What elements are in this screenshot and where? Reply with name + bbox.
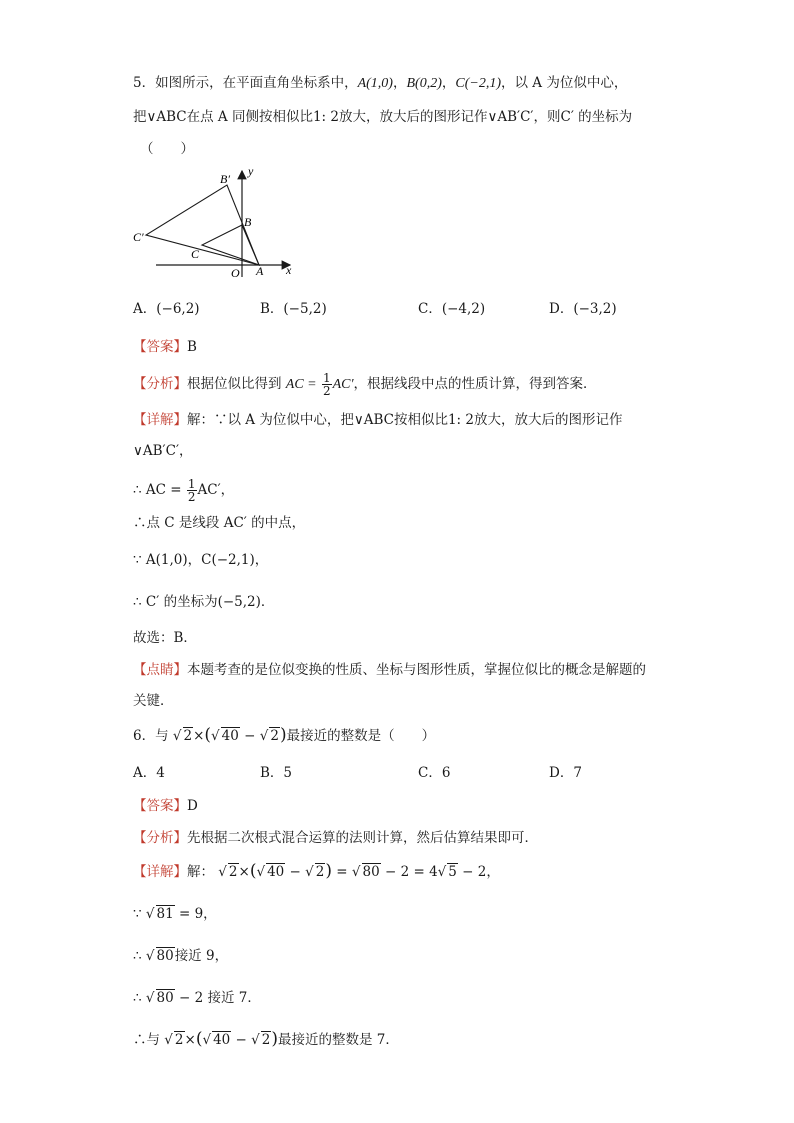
q5-answer: 【答案】B bbox=[133, 339, 197, 355]
q5-detail-line5: ∵ A(1,0)，C(−2,1)， bbox=[133, 552, 269, 568]
q6-detail-line5: ∴与 √ 2×(√ 40 − √ 2)最接近的整数是 7． bbox=[133, 1029, 399, 1049]
q5-option-c[interactable]: C．(−4,2) bbox=[418, 301, 486, 317]
q6-stem: 6．与 √ 2×(√ 40 − √ 2)最接近的整数是（ ） bbox=[133, 725, 436, 745]
q6-option-a[interactable]: A．4 bbox=[133, 765, 165, 781]
q5-coordinate-figure bbox=[132, 163, 302, 283]
q6-option-b[interactable]: B．5 bbox=[260, 765, 293, 781]
q5-option-b[interactable]: B．(−5,2) bbox=[260, 301, 327, 317]
q5-analysis: 【分析】根据位似比得到 AC = $\frac{1}{2}$ AC′，根据线段中点的性质计算，得到答案． bbox=[133, 371, 597, 398]
q5-option-a[interactable]: A．(−6,2) bbox=[133, 301, 200, 317]
q5-comment-line2: 关键． bbox=[133, 693, 174, 709]
q5-comment-line1: 【点睛】本题考查的是位似变换的性质、坐标与图形性质，掌握位似比的概念是解题的 bbox=[133, 662, 646, 678]
q5-detail-line1: 【详解】解：∵以 A 为位似中心，把∨ABC按相似比1: 2放大，放大后的图形记作 bbox=[133, 412, 623, 428]
q5-detail-line3: ∴ AC = $\frac{1}{2}$ AC′， bbox=[133, 477, 235, 504]
label-Cprime: C′ bbox=[133, 230, 144, 244]
fraction-one-half-2: $\frac{1}{2}$ bbox=[187, 477, 196, 504]
q6-detail-line4: ∴ √ 80 − 2 接近 7． bbox=[133, 990, 261, 1006]
label-C: C bbox=[191, 247, 200, 261]
label-O: O bbox=[231, 266, 240, 280]
q6-detail-line3: ∴ √ 80接近 9， bbox=[133, 948, 229, 964]
q5-answer-blank: （ ） bbox=[140, 141, 194, 157]
q5-stem-line1: 5．如图所示，在平面直角坐标系中，A(1,0)，B(0,2)，C(−2,1)，以 A 为位似中心， bbox=[133, 75, 628, 91]
label-Bprime: B′ bbox=[220, 172, 230, 186]
q5-option-d[interactable]: D．(−3,2) bbox=[549, 301, 617, 317]
q6-detail-line2: ∵ √ 81 = 9， bbox=[133, 906, 217, 922]
label-B: B bbox=[244, 215, 252, 229]
q5-detail-line4: ∴点 C 是线段 AC′ 的中点， bbox=[133, 515, 306, 531]
q6-option-d[interactable]: D．7 bbox=[549, 765, 582, 781]
fraction-one-half: $\frac{1}{2}$ bbox=[322, 371, 331, 398]
q5-stem-line2: 把∨ABC在点 A 同侧按相似比1: 2放大，放大后的图形记作∨AB′C′，则C′ 的坐标为 bbox=[133, 109, 633, 125]
q5-detail-line6: ∴ C′ 的坐标为(−5,2)． bbox=[133, 594, 275, 610]
q6-answer: 【答案】D bbox=[133, 798, 198, 814]
label-x: x bbox=[286, 263, 292, 277]
q5-detail-line7: 故选：B． bbox=[133, 630, 197, 646]
label-y: y bbox=[248, 164, 254, 178]
q6-detail-line1: 【详解】解： √ 2×(√ 40 − √ 2) = √ 80 − 2 = 4√ 5 − 2， bbox=[133, 861, 500, 881]
q6-option-c[interactable]: C．6 bbox=[418, 765, 451, 781]
label-A: A bbox=[256, 264, 264, 278]
q5-detail-line2: ∨AB′C′， bbox=[133, 443, 193, 459]
q6-analysis: 【分析】先根据二次根式混合运算的法则计算，然后估算结果即可． bbox=[133, 830, 538, 846]
